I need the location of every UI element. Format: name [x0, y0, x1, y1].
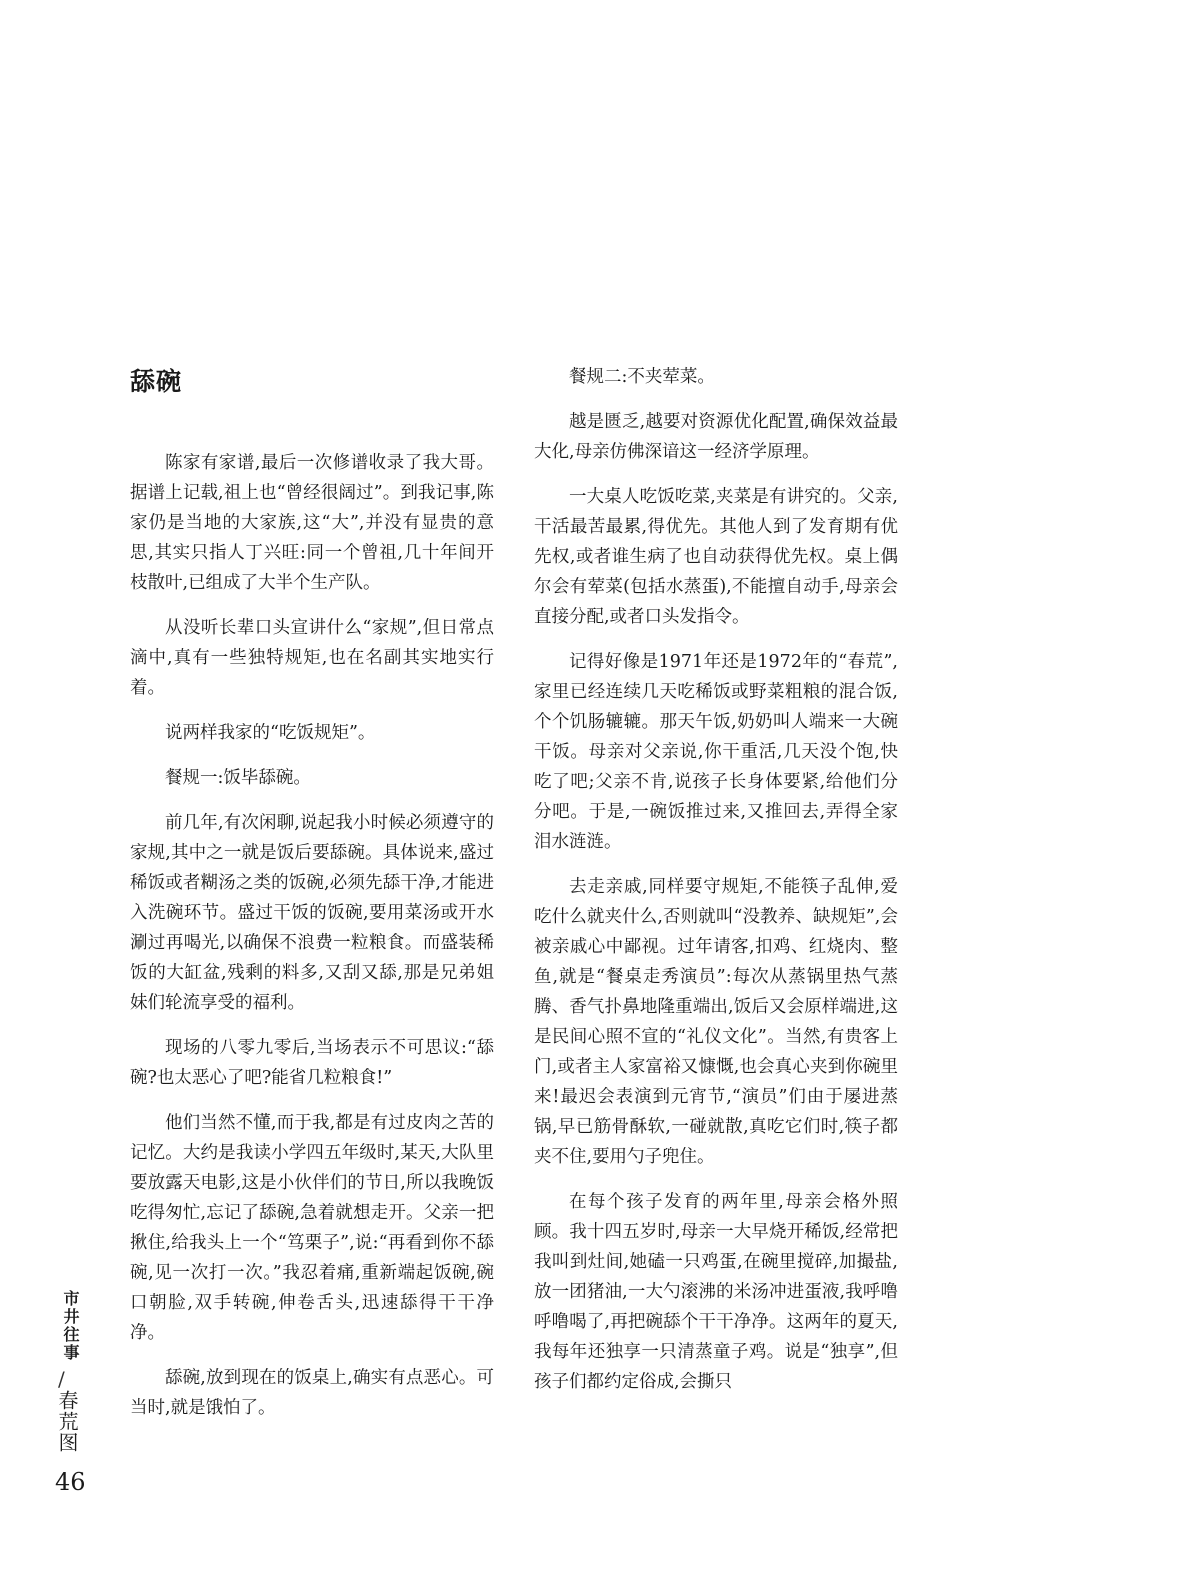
paragraph: 说两样我家的“吃饭规矩”。 — [165, 723, 376, 743]
paragraph: 陈家有家谱,最后一次修谱收录了我大哥。据谱上记载,祖上也“曾经很阔过”。到我记事,陈家仍是当地的大家族,这“大”,并没有显贵的意思,其实只指人丁兴旺:同一个曾祖,几十年间开枝散叶,已组成了大半个生产队。 — [130, 453, 494, 593]
paragraph: 餐规一:饭毕舔碗。 — [165, 768, 311, 788]
section-subtitle: 春荒图 — [55, 1390, 79, 1453]
article-title: 舔碗 — [130, 367, 183, 396]
paragraph: 记得好像是1971年还是1972年的“春荒”,家里已经连续几天吃稀饭或野菜粗粮的混合饭,个个饥肠辘辘。那天午饭,奶奶叫人端来一大碗干饭。母亲对父亲说,你干重活,几天没个饱,快吃了吧;父亲不肯,说孩子长身体要紧,给他们分分吧。于是,一碗饭推过来,又推回去,弄得全家泪水涟涟。 — [534, 652, 898, 852]
column-separator: / — [58, 1367, 65, 1391]
paragraph: 越是匮乏,越要对资源优化配置,确保效益最大化,母亲仿佛深谙这一经济学原理。 — [534, 412, 898, 462]
paragraph: 在每个孩子发育的两年里,母亲会格外照顾。我十四五岁时,母亲一大早烧开稀饭,经常把我叫到灶间,她磕一只鸡蛋,在碗里搅碎,加撮盐,放一团猪油,一大勺滚沸的米汤冲进蛋液,我呼噜呼噜喝了,再把碗舔个干干净净。这两年的夏天,我每年还独享一只清蒸童子鸡。说是“独享”,但孩子们都约定俗成,会撕只 — [534, 1192, 898, 1392]
paragraph: 现场的八零九零后,当场表示不可思议:“舔碗?也太恶心了吧?能省几粒粮食!” — [130, 1038, 494, 1088]
paragraph: 一大桌人吃饭吃菜,夹菜是有讲究的。父亲,干活最苦最累,得优先。其他人到了发育期有优先权,或者谁生病了也自动获得优先权。桌上偶尔会有荤菜(包括水蒸蛋),不能擅自动手,母亲会直接分配,或者口头发指令。 — [534, 487, 898, 627]
paragraph: 他们当然不懂,而于我,都是有过皮肉之苦的记忆。大约是我读小学四五年级时,某天,大队里要放露天电影,这是小伙伴们的节日,所以我晚饭吃得匆忙,忘记了舔碗,急着就想走开。父亲一把揪住,给我头上一个“笃栗子”,说:“再看到你不舔碗,见一次打一次。”我忍着痛,重新端起饭碗,碗口朝脸,双手转碗,伸卷舌头,迅速舔得干干净净。 — [130, 1113, 494, 1343]
paragraph: 从没听长辈口头宣讲什么“家规”,但日常点滴中,真有一些独特规矩,也在名副其实地实行着。 — [130, 618, 494, 698]
column-name: 市井往事 — [61, 1290, 80, 1362]
paragraph: 舔碗,放到现在的饭桌上,确实有点恶心。可当时,就是饿怕了。 — [130, 1368, 494, 1418]
page-number: 46 — [55, 1468, 86, 1496]
left-column — [130, 448, 494, 1438]
paragraph: 餐规二:不夹荤菜。 — [569, 367, 715, 387]
paragraph: 前几年,有次闲聊,说起我小时候必须遵守的家规,其中之一就是饭后要舔碗。具体说来,盛过稀饭或者糊汤之类的饭碗,必须先舔干净,才能进入洗碗环节。盛过干饭的饭碗,要用菜汤或开水涮过再喝光,以确保不浪费一粒粮食。而盛装稀饭的大缸盆,残剩的料多,又刮又舔,那是兄弟姐妹们轮流享受的福利。 — [130, 813, 494, 1013]
right-column — [534, 362, 898, 1412]
paragraph: 去走亲戚,同样要守规矩,不能筷子乱伸,爱吃什么就夹什么,否则就叫“没教养、缺规矩”,会被亲戚心中鄙视。过年请客,扣鸡、红烧肉、整鱼,就是“餐桌走秀演员”:每次从蒸锅里热气蒸腾、香气扑鼻地隆重端出,饭后又会原样端进,这是民间心照不宣的“礼仪文化”。当然,有贵客上门,或者主人家富裕又慷慨,也会真心夹到你碗里来!最迟会表演到元宵节,“演员”们由于屡进蒸锅,早已筋骨酥软,一碰就散,真吃它们时,筷子都夹不住,要用勺子兜住。 — [534, 877, 898, 1167]
